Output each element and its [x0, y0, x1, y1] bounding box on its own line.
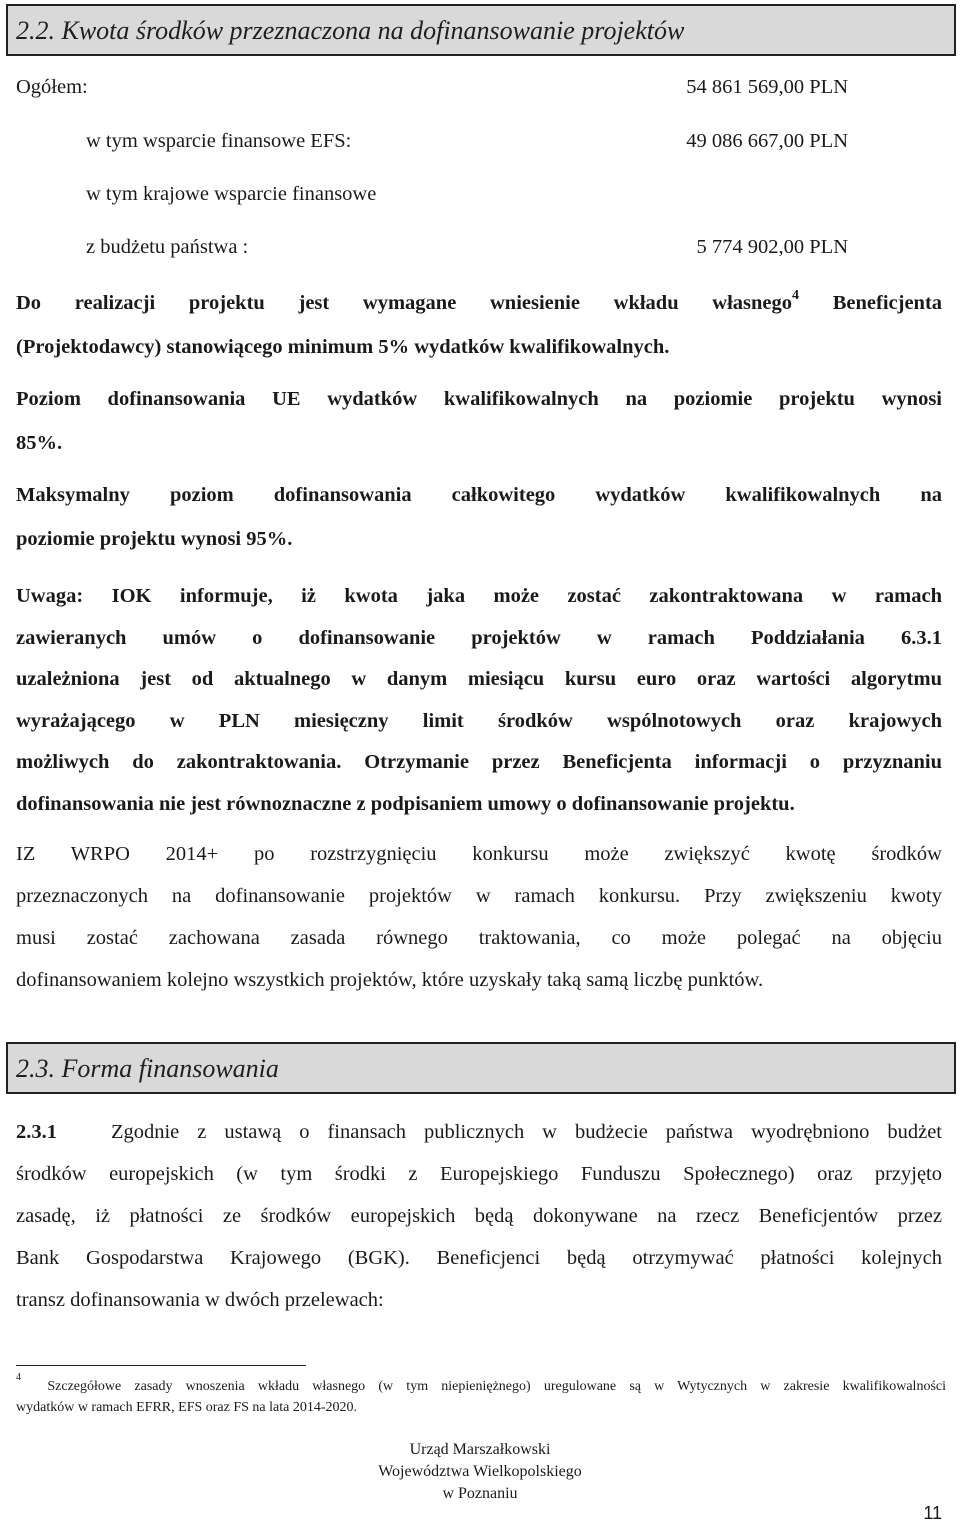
section-header-2-3 [6, 1042, 956, 1094]
paragraph-line: dofinansowania nie jest równoznaczne z podpisaniem umowy o dofinansowanie projektu. [16, 792, 795, 815]
efs-label: w tym wsparcie finansowe EFS: [86, 130, 352, 152]
paragraph-line: Uwaga: IOK informuje, iż kwota jaka może zostać zakontraktowana w ramach [16, 585, 942, 607]
paragraph-eu-level [16, 384, 942, 458]
paragraph-line: musi zostać zachowana zasada równego traktowania, co może polegać na objęciu [16, 927, 942, 949]
paragraph-line: zasadę, iż płatności ze środków europejskich będą dokonywane na rzecz Beneficjentów przez [16, 1205, 942, 1227]
national-label-line2: z budżetu państwa : [86, 236, 249, 258]
paragraph-line: Maksymalny poziom dofinansowania całkowitego wydatków kwalifikowalnych na [16, 484, 942, 506]
footnote [16, 1372, 946, 1418]
section-title: 2.3. Forma finansowania [16, 1054, 279, 1083]
section-title: 2.2. Kwota środków przeznaczona na dofinansowanie projektów [16, 16, 685, 45]
footer-line: w Poznaniu [442, 1485, 518, 1502]
total-label: Ogółem: [16, 76, 88, 98]
text-fragment: Do realizacji projektu jest wymagane wniesienie wkładu własnego [16, 292, 793, 314]
paragraph-number: 2.3.1 [16, 1121, 57, 1143]
efs-value: 49 086 667,00 PLN [686, 130, 848, 152]
paragraph-line: możliwych do zakontraktowania. Otrzymanie przez Beneficjenta informacji o przyznaniu [16, 751, 942, 773]
total-value: 54 861 569,00 PLN [686, 76, 848, 98]
footnote-separator [16, 1365, 306, 1366]
national-value: 5 774 902,00 PLN [696, 236, 848, 258]
national-label-line1: w tym krajowe wsparcie finansowe [86, 183, 377, 205]
text-fragment: Szczegółowe zasady wnoszenia wkładu własnego (w tym niepieniężnego) uregulowane są w Wytycznych w zakresie kwalifikowalności [47, 1379, 946, 1394]
paragraph-line: IZ WRPO 2014+ po rozstrzygnięciu konkursu może zwiększyć kwotę środków [16, 843, 942, 865]
paragraph-line: (Projektodawcy) stanowiącego minimum 5% wydatków kwalifikowalnych. [16, 336, 670, 358]
paragraph-line: uzależniona jest od aktualnego w danym miesiącu kursu euro oraz wartości algorytmu [16, 668, 942, 690]
footnote-line: wydatków w ramach EFRR, EFS oraz FS na lata 2014-2020. [16, 1400, 358, 1415]
paragraph-note [16, 576, 942, 825]
paragraph-line: dofinansowaniem kolejno wszystkich projektów, które uzyskały taką samą liczbę punktów. [16, 969, 764, 991]
footnote-number: 4 [16, 1372, 21, 1384]
paragraph-line: zawieranych umów o dofinansowanie projektów w ramach Poddziałania 6.3.1 [16, 626, 942, 649]
paragraph-line: Poziom dofinansowania UE wydatków kwalifikowalnych na poziomie projektu wynosi [16, 388, 942, 410]
page-footer [0, 1439, 960, 1505]
text-fragment: Zgodnie z ustawą o finansach publicznych w budżecie państwa wyodrębniono budżet [110, 1121, 943, 1143]
section-header-2-2 [6, 4, 956, 56]
paragraph-own-contribution [16, 288, 942, 362]
paragraph-iz [16, 833, 942, 1001]
paragraph-line: środków europejskich (w tym środki z Europejskiego Funduszu Społecznego) oraz przyjęto [16, 1163, 942, 1185]
footnote-ref: 4 [792, 288, 800, 304]
footnote-line [16, 1372, 946, 1397]
footer-line: Urząd Marszałkowski [409, 1441, 551, 1458]
page-number: 11 [923, 1503, 942, 1523]
paragraph-max-level [16, 480, 942, 554]
paragraph-line [16, 288, 942, 318]
paragraph-line: 85%. [16, 432, 63, 454]
paragraph-line [16, 1111, 942, 1153]
paragraph-2-3-1 [16, 1111, 942, 1321]
paragraph-line: transz dofinansowania w dwóch przelewach: [16, 1289, 384, 1311]
paragraph-line: Bank Gospodarstwa Krajowego (BGK). Beneficjenci będą otrzymywać płatności kolejnych [16, 1247, 942, 1269]
text-fragment: Beneficjenta [832, 292, 943, 314]
paragraph-line: przeznaczonych na dofinansowanie projektów w ramach konkursu. Przy zwiększeniu kwoty [16, 885, 942, 907]
paragraph-line: wyrażającego w PLN miesięczny limit środków wspólnotowych oraz krajowych [16, 709, 942, 732]
paragraph-line: poziomie projektu wynosi 95%. [16, 528, 293, 550]
footer-line: Województwa Wielkopolskiego [378, 1463, 582, 1480]
